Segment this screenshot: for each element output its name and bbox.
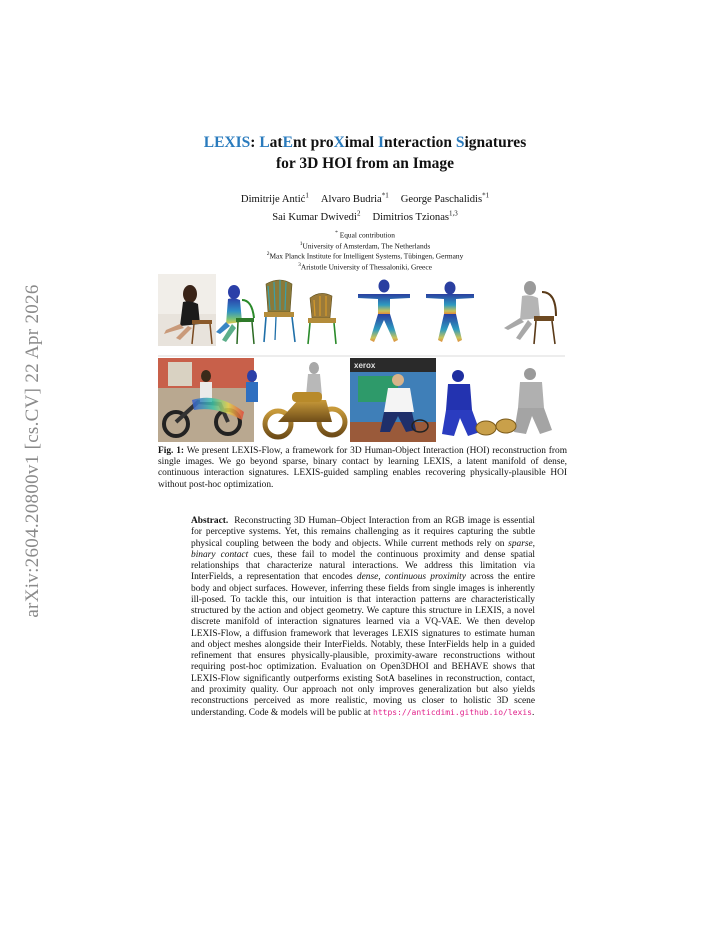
tennis-blue-mesh: [442, 370, 496, 436]
author-name-text: Dimitrije Antić: [240, 193, 306, 205]
author-name: [272, 209, 361, 224]
caption-label: Fig. 1:: [158, 446, 185, 456]
title-part: nt pro: [292, 134, 334, 151]
abstract-end: .: [531, 708, 535, 719]
author-line-1: [130, 188, 600, 207]
affiliation-text: Max Planck Institute for Intelligent Systems, Tübingen, Germany: [269, 251, 464, 261]
title-part: LEXIS: [203, 134, 251, 151]
teaser-figure: [158, 272, 565, 444]
affiliation-line: [160, 261, 570, 272]
chair-mesh: [264, 280, 295, 342]
abstract: [191, 516, 535, 720]
affiliation-list: [160, 229, 570, 272]
abstract-emphasis-1: sparse, binary contact: [191, 538, 535, 560]
author-line-2: [130, 207, 600, 226]
affiliation-line: [160, 229, 570, 240]
title-part: X: [333, 134, 345, 151]
title-part: imal: [344, 134, 378, 151]
caption-text: We present LEXIS-Flow, a framework for 3D Human-Object Interaction (HOI) reconstruction from single images. We go beyond sparse, binary contact by learning LEXIS, a latent manifold of dense, continuous interaction signatures. LEXIS-guided sampling enables recovering physically-plausible HOI without post-hoc optimization.: [158, 446, 567, 490]
author-affiliation-mark: *1: [482, 191, 490, 199]
author-name: [400, 191, 490, 205]
abstract-text-2: cues, these fail to model the continuous proximity and dense spatial relationships that characterize natural interactions. We address this limitation via InterFields, a representation that encodes: [191, 549, 535, 583]
title-part: ignatures: [464, 134, 527, 151]
abstract-heading: Abstract.: [191, 516, 229, 526]
affiliation-mark: 2: [266, 251, 270, 258]
author-list: [130, 188, 600, 225]
author-affiliation-mark: 1,3: [449, 209, 458, 218]
title-part: :: [250, 134, 260, 151]
affiliation-text: University of Amsterdam, The Netherlands: [302, 241, 431, 251]
svg-text:xerox: xerox: [354, 361, 376, 370]
human-on-chair-mesh: [216, 285, 254, 344]
author-name: [240, 191, 309, 205]
title-part: I: [377, 134, 384, 151]
affiliation-text: Aristotle University of Thessaloniki, Greece: [300, 262, 432, 272]
author-affiliation-mark: 1: [305, 191, 309, 199]
title-part: L: [259, 134, 270, 151]
author-affiliation-mark: *1: [381, 191, 389, 199]
tennis-player-photo: [350, 358, 436, 442]
abstract-text-3: across the entire body and object surfaces. However, inferring these fields from single images is inherently ill-posed. To tackle this, our intuition is that interaction patterns are characteristically structured by the action and object geometry. We capture this structure in LEXIS, a novel discrete manifold of interaction signatures learned via a VQ-VAE. We then develop LEXIS-Flow, a diffusion framework that leverages LEXIS signatures to estimate human and object meshes alongside their InterFields. Notably, these InterFields help in a guided refinement that ensures physically-plausible, proximity-aware reconstructions without requiring post-hoc optimization. Evaluation on Open3DHOI and BEHAVE shows that LEXIS-Flow significantly outperforms existing SotA baselines in reconstruction, contact, and proximity quality. Our approach not only improves generalization but also yields reconstructions perceived as more realistic, moving us closer to holistic 3D scene understanding. Code & models will be public at: [191, 572, 535, 719]
author-name-text: Sai Kumar Dwivedi: [272, 212, 357, 224]
tennis-gray-mesh: [496, 368, 552, 434]
author-name-text: George Paschalidis: [400, 193, 483, 205]
motorbike-gold-mesh: [265, 362, 345, 437]
arxiv-sidebar-stamp: [22, 256, 46, 646]
human-mesh-tpose-2: [426, 282, 474, 343]
affiliation-line: [160, 250, 570, 261]
affiliation-text: Equal contribution: [337, 230, 395, 240]
title-line-1: [120, 132, 610, 153]
title-part: S: [455, 134, 465, 151]
title-line-2: for 3D HOI from an Image: [275, 155, 455, 172]
motorbike-photo: [158, 358, 258, 442]
person-on-chair-photo: [158, 274, 216, 346]
paper-title: [120, 132, 610, 174]
figure-caption: [158, 446, 567, 491]
project-url-link[interactable]: https://anticdimi.github.io/lexis: [373, 708, 532, 718]
human-on-chair-gray-mesh: [504, 281, 556, 344]
author-name: [320, 191, 389, 205]
author-name-text: Dimitrios Tzionas: [372, 212, 450, 224]
abstract-text-1: Reconstructing 3D Human–Object Interaction from an RGB image is essential for perceptive systems. Yet, this remains challenging as it requires capturing the subtle physical coupling between the body and objects. While current methods rely on: [191, 516, 535, 549]
author-name: [372, 209, 458, 224]
affiliation-mark: 3: [298, 262, 301, 269]
abstract-emphasis-2: dense, continuous proximity: [356, 572, 466, 583]
affiliation-mark: 1: [299, 240, 303, 247]
arxiv-stamp-text: arXiv:2604.20800v1 [cs.CV] 22 Apr 2026: [22, 284, 43, 618]
title-part: at: [269, 134, 283, 151]
human-mesh-tpose: [358, 280, 410, 343]
author-affiliation-mark: 2: [356, 209, 361, 218]
affiliation-line: [160, 240, 570, 251]
chair-mesh-2: [308, 293, 336, 344]
title-part: nteraction: [383, 134, 456, 151]
title-part: E: [282, 134, 293, 151]
affiliation-mark: *: [335, 230, 338, 236]
author-name-text: Alvaro Budria: [320, 193, 382, 205]
